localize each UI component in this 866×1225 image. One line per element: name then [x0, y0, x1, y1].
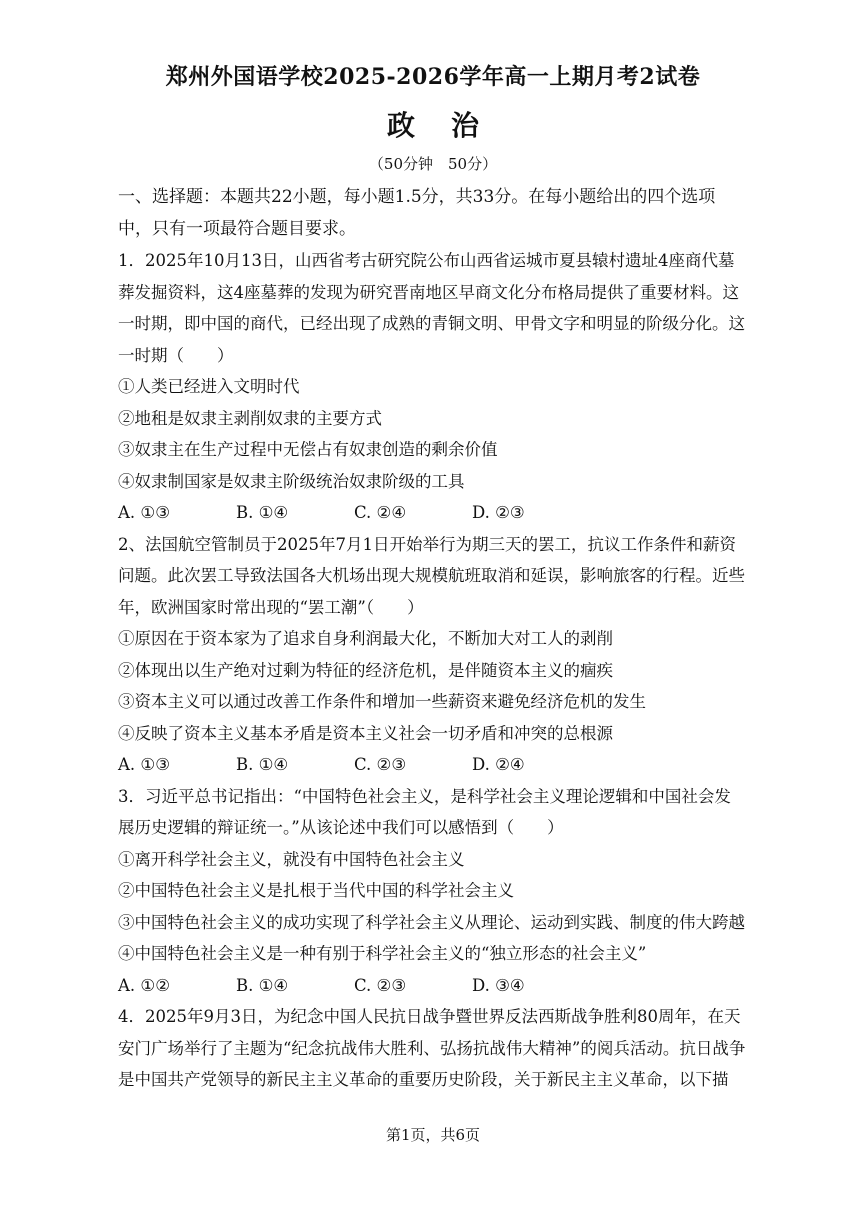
subject-title: 政治 [386, 109, 515, 142]
question-1 [118, 245, 746, 529]
page-number: 第1页，共6页 [385, 1126, 481, 1144]
question-option: ③奴隶主在生产过程中无偿占有奴隶创造的剩余价值 [118, 440, 498, 459]
choice-d: D. ③④ [472, 975, 525, 995]
question-stem: 1．2025年10月13日，山西省考古研究院公布山西省运城市夏县辕村遗址4座商代墓葬发掘资料，这4座墓葬的发现为研究晋南地区早商文化分布格局提供了重要材料。这一时期，即中国的商代，已经出现了成熟的青铜文明、甲骨文字和明显的阶级分化。这一时期（ ） [118, 251, 745, 365]
choice-d: D. ②③ [472, 503, 525, 522]
choice-a: A. ①③ [118, 755, 170, 774]
question-option: ②地租是奴隶主剥削奴隶的主要方式 [118, 408, 382, 428]
question-option: ①人类已经进入文明时代 [118, 377, 300, 396]
answer-choices [118, 749, 746, 781]
answer-choices [118, 970, 746, 1002]
question-option: ④反映了资本主义基本矛盾是资本主义社会一切矛盾和冲突的总根源 [118, 723, 613, 743]
question-stem: 4．2025年9月3日，为纪念中国人民抗日战争暨世界反法西斯战争胜利80周年，在天安门广场举行了主题为“纪念抗战伟大胜利、弘扬抗战伟大精神”的阅兵活动。抗日战争是中国共产党领导的新民主主义革命的重要历史阶段，关于新民主主义革命，以下描 [118, 1007, 746, 1089]
question-option: ②体现出以生产绝对过剩为特征的经济危机，是伴随资本主义的痼疾 [118, 660, 613, 680]
choice-b: B. ①④ [236, 975, 289, 995]
question-option: ①原因在于资本家为了追求自身利润最大化，不断加大对工人的剥削 [118, 629, 613, 648]
choice-c: C. ②③ [354, 975, 407, 995]
question-stem: 3．习近平总书记指出：“中国特色社会主义，是科学社会主义理论逻辑和中国社会发展历史逻辑的辩证统一。”从该论述中我们可以感悟到（ ） [118, 786, 731, 837]
question-option: ④中国特色社会主义是一种有别于科学社会主义的“独立形态的社会主义” [118, 944, 647, 963]
exam-title: 郑州外国语学校2025-2026学年高一上期月考2试卷 [165, 64, 701, 90]
question-option: ②中国特色社会主义是扎根于当代中国的科学社会主义 [118, 881, 514, 900]
choice-a: A. ①② [118, 975, 170, 995]
question-option: ③中国特色社会主义的成功实现了科学社会主义从理论、运动到实践、制度的伟大跨越 [118, 912, 745, 932]
exam-meta: （50分钟 50分） [368, 155, 498, 173]
choice-b: B. ①④ [236, 755, 289, 774]
question-option: ①离开科学社会主义，就没有中国特色社会主义 [118, 849, 465, 869]
question-stem: 2、法国航空管制员于2025年7月1日开始举行为期三天的罢工，抗议工作条件和薪资问题。此次罢工导致法国各大机场出现大规模航班取消和延误，影响旅客的行程。近些年，欧洲国家时常出现的“罢工潮”（ ） [118, 534, 745, 617]
choice-a: A. ①③ [118, 503, 170, 522]
question-2 [118, 529, 746, 781]
question-option: ③资本主义可以通过改善工作条件和增加一些薪资来避免经济危机的发生 [118, 692, 646, 711]
question-option: ④奴隶制国家是奴隶主阶级统治奴隶阶级的工具 [118, 471, 465, 491]
exam-content [118, 182, 746, 1096]
question-3 [118, 781, 746, 1002]
choice-c: C. ②④ [354, 503, 407, 522]
choice-c: C. ②③ [354, 755, 407, 774]
section-heading: 一、选择题：本题共22小题，每小题1.5分，共33分。在每小题给出的四个选项中，只有一项最符合题目要求。 [118, 187, 716, 239]
answer-choices [118, 497, 746, 529]
choice-b: B. ①④ [236, 503, 289, 522]
choice-d: D. ②④ [472, 755, 525, 774]
question-4 [118, 1001, 746, 1096]
